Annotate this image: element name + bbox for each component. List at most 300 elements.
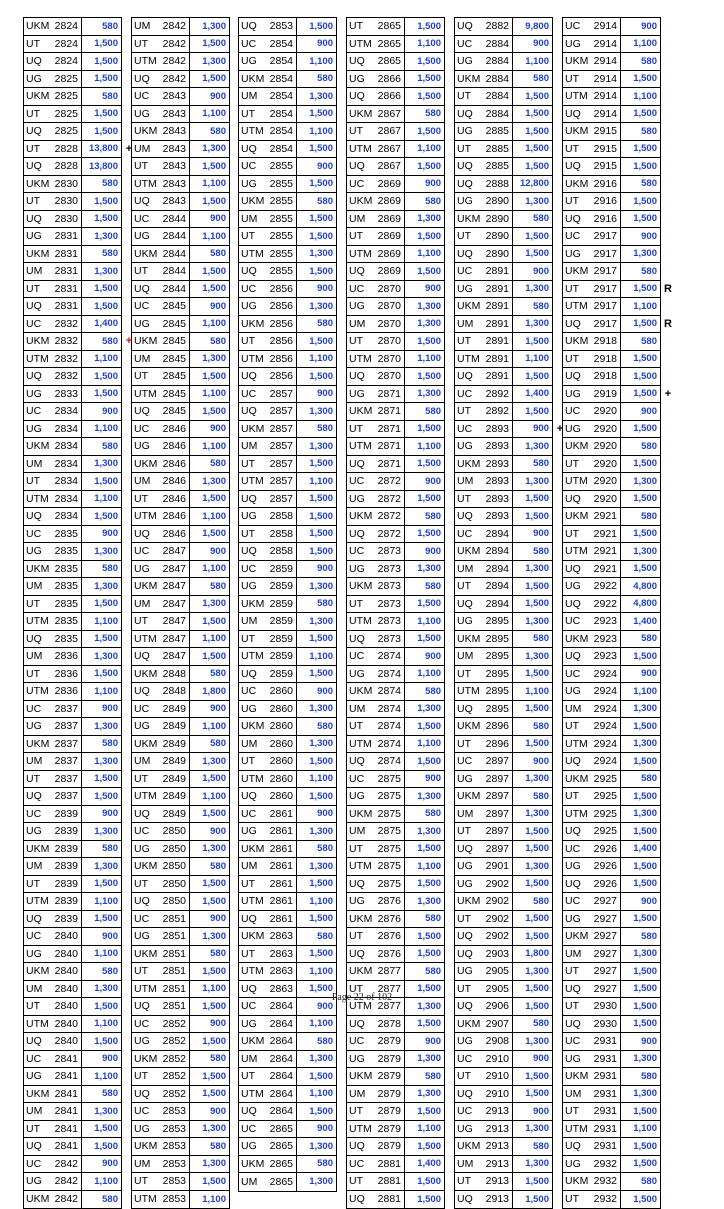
route-code	[132, 911, 190, 928]
table-row	[347, 71, 444, 89]
row-marker: +	[664, 387, 672, 400]
route-code	[24, 806, 82, 823]
route-prefix: UT	[565, 457, 579, 470]
route-number: 2917	[593, 300, 617, 313]
route-code	[563, 963, 621, 980]
price-value: 1,100	[525, 353, 549, 365]
route-code	[132, 841, 190, 858]
route-number: 2846	[162, 457, 186, 470]
route-number: 2915	[593, 142, 617, 155]
route-code	[455, 963, 513, 980]
price-value: 1,500	[633, 650, 657, 662]
table-row	[347, 788, 444, 806]
price-value: 1,500	[525, 335, 549, 347]
route-prefix: UC	[241, 1122, 257, 1135]
route-number: 2870	[377, 282, 401, 295]
table-row	[132, 158, 229, 176]
route-prefix: UM	[26, 580, 43, 593]
route-code	[24, 368, 82, 385]
table-row	[132, 788, 229, 806]
route-prefix: UQ	[457, 20, 473, 33]
route-number: 2835	[54, 597, 78, 610]
route-prefix: UQ	[565, 492, 581, 505]
route-prefix: UKM	[26, 737, 50, 750]
price-value: 1,300	[94, 755, 118, 767]
route-number: 2921	[593, 545, 617, 558]
route-prefix: UQ	[457, 702, 473, 715]
route-number: 2859	[269, 562, 293, 575]
route-number: 2839	[54, 895, 78, 908]
table-row	[132, 876, 229, 894]
route-number: 2835	[54, 615, 78, 628]
price-value: 1,500	[94, 668, 118, 680]
route-number: 2875	[377, 860, 401, 873]
table-row	[24, 788, 121, 806]
route-code	[239, 158, 297, 175]
route-code	[563, 176, 621, 193]
table-row	[239, 946, 336, 964]
table-row	[24, 368, 121, 386]
route-number: 2841	[54, 1087, 78, 1100]
table-row	[563, 718, 660, 736]
price-value: 1,100	[94, 615, 118, 627]
route-number: 2859	[269, 580, 293, 593]
route-prefix: UC	[565, 20, 581, 33]
route-code	[132, 823, 190, 840]
price-value: 1,300	[202, 843, 226, 855]
table-row	[132, 526, 229, 544]
table-row	[455, 456, 552, 474]
route-code	[563, 473, 621, 490]
table-row	[563, 211, 660, 229]
route-number: 2835	[54, 562, 78, 575]
route-prefix: UKM	[26, 965, 50, 978]
route-code	[24, 246, 82, 263]
route-prefix: UQ	[565, 370, 581, 383]
table-row	[24, 928, 121, 946]
route-code	[24, 718, 82, 735]
route-number: 2861	[269, 912, 293, 925]
table-row	[455, 176, 552, 194]
price-value: 1,500	[633, 318, 657, 330]
route-prefix: UM	[457, 1157, 474, 1170]
price-value: 900	[210, 90, 226, 102]
route-prefix: UC	[349, 772, 365, 785]
route-prefix: UC	[565, 615, 581, 628]
route-code	[347, 841, 405, 858]
route-number: 2926	[593, 860, 617, 873]
route-prefix: UT	[26, 877, 40, 890]
price-value: 1,500	[309, 230, 333, 242]
route-code	[347, 88, 405, 105]
route-prefix: UG	[134, 230, 150, 243]
route-number: 2852	[162, 1087, 186, 1100]
route-number: 2915	[593, 125, 617, 138]
route-code	[132, 543, 190, 560]
table-row	[347, 1086, 444, 1104]
route-number: 2871	[377, 440, 401, 453]
price-value: 900	[641, 895, 657, 907]
price-value: 1,400	[525, 388, 549, 400]
route-code	[347, 438, 405, 455]
route-code	[347, 298, 405, 315]
price-value: 900	[533, 265, 549, 277]
price-value: 13,800	[88, 160, 118, 172]
table-row	[24, 1121, 121, 1139]
route-prefix: UQ	[134, 1087, 150, 1100]
price-value: 9,800	[525, 20, 549, 32]
table-row	[132, 298, 229, 316]
table-row	[24, 421, 121, 439]
route-prefix: UM	[134, 475, 151, 488]
route-prefix: UC	[26, 1157, 42, 1170]
route-number: 2860	[269, 790, 293, 803]
table-row	[239, 298, 336, 316]
table-row	[132, 368, 229, 386]
route-code	[347, 736, 405, 753]
table-row	[563, 613, 660, 631]
price-value: 1,100	[94, 948, 118, 960]
route-number: 2851	[162, 912, 186, 925]
table-row	[24, 946, 121, 964]
table-row	[132, 1138, 229, 1156]
route-number: 2873	[377, 632, 401, 645]
table-row	[132, 1156, 229, 1174]
table-row	[347, 561, 444, 579]
route-number: 2894	[485, 597, 509, 610]
price-value: 580	[641, 125, 657, 137]
price-value: 1,500	[202, 1000, 226, 1012]
route-number: 2856	[269, 282, 293, 295]
price-value: 580	[102, 178, 118, 190]
route-number: 2859	[269, 632, 293, 645]
table-row	[347, 1103, 444, 1121]
route-prefix: UM	[349, 1087, 366, 1100]
table-row	[24, 403, 121, 421]
route-prefix: UTM	[349, 737, 372, 750]
price-value: 1,300	[202, 475, 226, 487]
route-code	[132, 316, 190, 333]
table-row	[239, 596, 336, 614]
route-number: 2910	[485, 1070, 509, 1083]
price-value: 1,500	[633, 983, 657, 995]
price-value: 580	[425, 808, 441, 820]
route-number: 2861	[269, 877, 293, 890]
route-prefix: UQ	[241, 405, 257, 418]
route-prefix: UTM	[457, 685, 480, 698]
route-prefix: UM	[134, 142, 151, 155]
route-code	[563, 53, 621, 70]
route-prefix: UT	[565, 282, 579, 295]
route-prefix: UQ	[457, 510, 473, 523]
route-prefix: UQ	[26, 790, 42, 803]
table-row	[24, 491, 121, 509]
route-prefix: UTM	[349, 1122, 372, 1135]
route-code	[347, 928, 405, 945]
route-code	[132, 88, 190, 105]
route-prefix: UKM	[241, 930, 265, 943]
route-number: 2855	[269, 247, 293, 260]
table-row	[455, 386, 552, 404]
route-prefix: UKM	[565, 772, 589, 785]
table-row	[132, 456, 229, 474]
table-row	[24, 1191, 121, 1209]
route-code	[455, 403, 513, 420]
route-prefix: UTM	[349, 37, 372, 50]
route-number: 2894	[485, 580, 509, 593]
route-code	[24, 876, 82, 893]
table-row	[563, 736, 660, 754]
route-code	[455, 386, 513, 403]
route-prefix: UM	[134, 1157, 151, 1170]
route-number: 2846	[162, 492, 186, 505]
table-row	[239, 543, 336, 561]
price-value: 1,500	[417, 1140, 441, 1152]
route-number: 2895	[485, 615, 509, 628]
route-number: 2840	[54, 965, 78, 978]
route-number: 2858	[269, 545, 293, 558]
price-value: 1,500	[525, 90, 549, 102]
table-row	[347, 578, 444, 596]
route-prefix: UM	[241, 90, 258, 103]
route-number: 2846	[162, 422, 186, 435]
route-prefix: UTM	[241, 1087, 264, 1100]
table-row	[563, 71, 660, 89]
route-prefix: UTM	[349, 860, 372, 873]
route-code	[239, 1121, 297, 1138]
price-value: 1,300	[417, 825, 441, 837]
route-code	[347, 543, 405, 560]
price-value: 1,500	[309, 510, 333, 522]
route-prefix: UT	[349, 422, 363, 435]
price-value: 1,300	[525, 440, 549, 452]
route-number: 2853	[162, 1140, 186, 1153]
route-prefix: UG	[565, 860, 581, 873]
route-number: 2849	[162, 755, 186, 768]
route-code	[24, 438, 82, 455]
route-number: 2921	[593, 562, 617, 575]
price-value: 1,500	[202, 265, 226, 277]
route-prefix: UM	[457, 317, 474, 330]
route-code	[455, 946, 513, 963]
table-row	[24, 193, 121, 211]
table-row	[563, 1173, 660, 1191]
price-value: 1,500	[525, 1000, 549, 1012]
route-code	[132, 491, 190, 508]
price-value: 900	[641, 668, 657, 680]
route-number: 2861	[269, 895, 293, 908]
row-marker: +	[556, 422, 564, 435]
price-value: 900	[425, 283, 441, 295]
route-number: 2924	[593, 737, 617, 750]
route-prefix: UQ	[565, 1140, 581, 1153]
route-code	[24, 1191, 82, 1209]
route-code	[24, 911, 82, 928]
route-code	[455, 176, 513, 193]
price-value: 580	[641, 178, 657, 190]
route-code	[239, 771, 297, 788]
route-code	[347, 596, 405, 613]
route-code	[455, 806, 513, 823]
route-prefix: UTM	[349, 142, 372, 155]
route-code	[455, 1138, 513, 1155]
route-prefix: UC	[26, 527, 42, 540]
price-value: 1,500	[309, 108, 333, 120]
price-value: 1,300	[202, 143, 226, 155]
route-code	[563, 88, 621, 105]
price-value: 1,300	[94, 720, 118, 732]
route-number: 2884	[485, 37, 509, 50]
price-value: 1,100	[417, 668, 441, 680]
price-value: 1,500	[417, 755, 441, 767]
price-value: 1,300	[309, 1140, 333, 1152]
route-code	[239, 123, 297, 140]
route-prefix: UM	[241, 737, 258, 750]
table-row	[132, 18, 229, 36]
table-row	[132, 106, 229, 124]
route-number: 2864	[269, 1035, 293, 1048]
route-code	[455, 228, 513, 245]
route-code	[239, 596, 297, 613]
route-number: 2847	[162, 580, 186, 593]
price-value: 1,100	[525, 55, 549, 67]
table-row	[455, 893, 552, 911]
route-number: 2872	[377, 492, 401, 505]
price-value: 1,100	[309, 1018, 333, 1030]
route-number: 2824	[54, 37, 78, 50]
table-row	[239, 1068, 336, 1086]
route-prefix: UT	[565, 1105, 579, 1118]
price-value: 1,500	[417, 1105, 441, 1117]
route-number: 2843	[162, 142, 186, 155]
route-prefix: UKM	[457, 1140, 481, 1153]
route-code	[563, 351, 621, 368]
table-row	[347, 736, 444, 754]
price-value: 1,100	[633, 685, 657, 697]
route-prefix: UT	[565, 527, 579, 540]
route-prefix: UG	[241, 177, 257, 190]
price-value: 1,500	[417, 73, 441, 85]
route-code	[455, 333, 513, 350]
table-row	[239, 368, 336, 386]
route-code	[347, 53, 405, 70]
route-code	[455, 1033, 513, 1050]
table-row	[455, 788, 552, 806]
route-number: 2931	[593, 1140, 617, 1153]
table-row	[455, 438, 552, 456]
route-number: 2890	[485, 212, 509, 225]
route-code	[132, 18, 190, 35]
table-row	[563, 281, 660, 299]
route-prefix: UQ	[349, 1193, 365, 1206]
route-code	[455, 648, 513, 665]
price-value: 1,500	[525, 930, 549, 942]
table-row	[239, 613, 336, 631]
table-row	[347, 88, 444, 106]
route-prefix: UKM	[134, 667, 158, 680]
route-code	[563, 438, 621, 455]
table-row	[347, 456, 444, 474]
table-row	[132, 753, 229, 771]
route-code	[239, 928, 297, 945]
table-row	[239, 823, 336, 841]
price-value: 580	[425, 195, 441, 207]
route-number: 2842	[162, 20, 186, 33]
table-row	[24, 666, 121, 684]
table-row	[347, 228, 444, 246]
route-number: 2851	[162, 1000, 186, 1013]
route-number: 2837	[54, 702, 78, 715]
price-value: 1,500	[309, 335, 333, 347]
table-row	[24, 246, 121, 264]
route-code	[24, 71, 82, 88]
route-prefix: UT	[565, 72, 579, 85]
route-code	[563, 596, 621, 613]
route-prefix: UQ	[457, 1087, 473, 1100]
row-marker: +	[125, 335, 133, 347]
route-number: 2927	[593, 912, 617, 925]
route-prefix: UC	[565, 405, 581, 418]
route-code	[347, 1051, 405, 1068]
route-code	[24, 631, 82, 648]
price-value: 900	[425, 1035, 441, 1047]
price-value: 1,500	[633, 370, 657, 382]
table-row	[239, 753, 336, 771]
price-value: 900	[425, 475, 441, 487]
table-row	[132, 211, 229, 229]
table-row	[132, 1086, 229, 1104]
table-row	[347, 473, 444, 491]
route-prefix: UT	[349, 930, 363, 943]
route-number: 2836	[54, 667, 78, 680]
route-prefix: UG	[26, 720, 42, 733]
route-code	[132, 386, 190, 403]
route-number: 2864	[269, 1087, 293, 1100]
route-code	[563, 876, 621, 893]
route-code	[24, 228, 82, 245]
table-row	[239, 683, 336, 701]
table-row	[455, 473, 552, 491]
route-code	[347, 666, 405, 683]
route-number: 2845	[162, 387, 186, 400]
route-prefix: UM	[349, 317, 366, 330]
route-number: 2913	[485, 1140, 509, 1153]
route-code	[24, 596, 82, 613]
route-prefix: UQ	[134, 527, 150, 540]
route-code	[132, 648, 190, 665]
route-code	[24, 666, 82, 683]
table-row	[347, 386, 444, 404]
route-number: 2867	[377, 125, 401, 138]
route-code	[455, 351, 513, 368]
table-row	[563, 403, 660, 421]
table-row	[455, 1121, 552, 1139]
route-number: 2914	[593, 107, 617, 120]
route-prefix: UKM	[134, 457, 158, 470]
route-code	[239, 578, 297, 595]
route-number: 2877	[377, 1000, 401, 1013]
route-prefix: UKM	[565, 265, 589, 278]
table-row	[239, 88, 336, 106]
route-prefix: UT	[457, 492, 471, 505]
table-row	[239, 71, 336, 89]
price-value: 900	[210, 703, 226, 715]
table-row	[347, 1068, 444, 1086]
route-number: 2836	[54, 685, 78, 698]
table-row	[132, 683, 229, 701]
route-code	[239, 141, 297, 158]
route-code	[455, 841, 513, 858]
